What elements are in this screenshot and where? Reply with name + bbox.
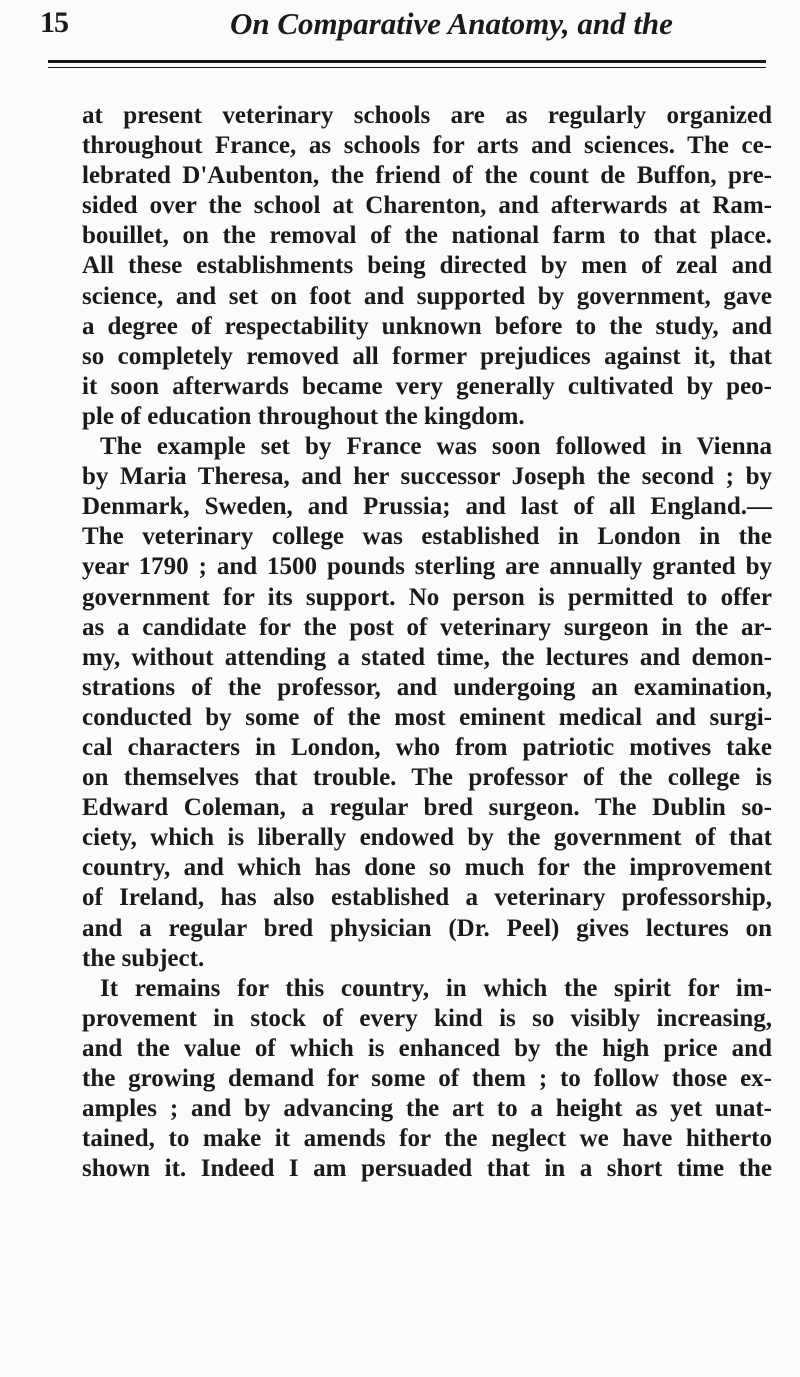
text-line: bouillet, on the removal of the national farm to that place.	[82, 222, 772, 250]
text-line: and a regular bred physician (Dr. Peel) gives lectures on	[82, 914, 772, 942]
text-line: tained, to make it amends for the neglect we have hitherto	[82, 1125, 772, 1153]
text-line: ple of education throughout the kingdom.	[82, 402, 525, 430]
text-line: Denmark, Sweden, and Prussia; and last of all England.—	[82, 493, 772, 521]
text-line: ciety, which is liberally endowed by the government of that	[82, 824, 772, 852]
text-line: provement in stock of every kind is so visibly increasing,	[82, 1004, 772, 1032]
header-rule-thin	[48, 67, 766, 68]
text-line: the subject.	[82, 944, 205, 972]
text-line: It remains for this country, in which the spirit for im-	[100, 974, 772, 1002]
text-line: government for its support. No person is permitted to offer	[82, 583, 772, 611]
text-line: amples ; and by advancing the art to a height as yet unat-	[82, 1095, 772, 1123]
text-line: of Ireland, has also established a veterinary professorship,	[82, 884, 772, 912]
text-line: and the value of which is enhanced by the high price and	[82, 1034, 772, 1062]
text-line: All these establishments being directed by men of zeal and	[82, 252, 772, 280]
text-line: the growing demand for some of them ; to follow those ex-	[82, 1065, 772, 1092]
text-line: on themselves that trouble. The professor of the college is	[82, 764, 772, 792]
text-line: The veterinary college was established in London in the	[82, 523, 772, 551]
text-line: at present veterinary schools are as regularly organized	[82, 102, 772, 129]
text-line: conducted by some of the most eminent medical and surgi-	[82, 703, 772, 731]
text-line: The example set by France was soon followed in Vienna	[100, 433, 772, 461]
text-line: it soon afterwards became very generally cultivated by peo-	[82, 372, 772, 400]
page-number: 15	[40, 6, 68, 39]
header-rule-thick	[48, 60, 766, 63]
text-line: strations of the professor, and undergoing an examination,	[82, 673, 772, 701]
text-line: sided over the school at Charenton, and afterwards at Ram-	[82, 192, 772, 220]
text-line: country, and which has done so much for the improvement	[82, 854, 772, 882]
running-head: On Comparative Anatomy, and the	[230, 6, 673, 41]
text-line: lebrated D'Aubenton, the friend of the count de Buffon, pre-	[82, 162, 772, 190]
text-line: shown it. Indeed I am persuaded that in a short time the	[82, 1155, 772, 1183]
text-line: Edward Coleman, a regular bred surgeon. The Dublin so-	[82, 794, 772, 822]
text-line: my, without attending a stated time, the lectures and demon-	[82, 643, 772, 671]
page-header	[40, 2, 780, 50]
text-line: by Maria Theresa, and her successor Joseph the second ; by	[82, 463, 772, 491]
body-text	[82, 101, 772, 1184]
text-line: a degree of respectability unknown before to the study, and	[82, 312, 772, 340]
text-line: cal characters in London, who from patriotic motives take	[82, 733, 772, 761]
text-line: year 1790 ; and 1500 pounds sterling are annually granted by	[82, 553, 772, 581]
text-line: throughout France, as schools for arts and sciences. The ce-	[82, 132, 772, 160]
text-line: as a candidate for the post of veterinary surgeon in the ar-	[82, 613, 772, 641]
text-line: science, and set on foot and supported by government, gave	[82, 282, 772, 310]
text-line: so completely removed all former prejudices against it, that	[82, 342, 772, 370]
